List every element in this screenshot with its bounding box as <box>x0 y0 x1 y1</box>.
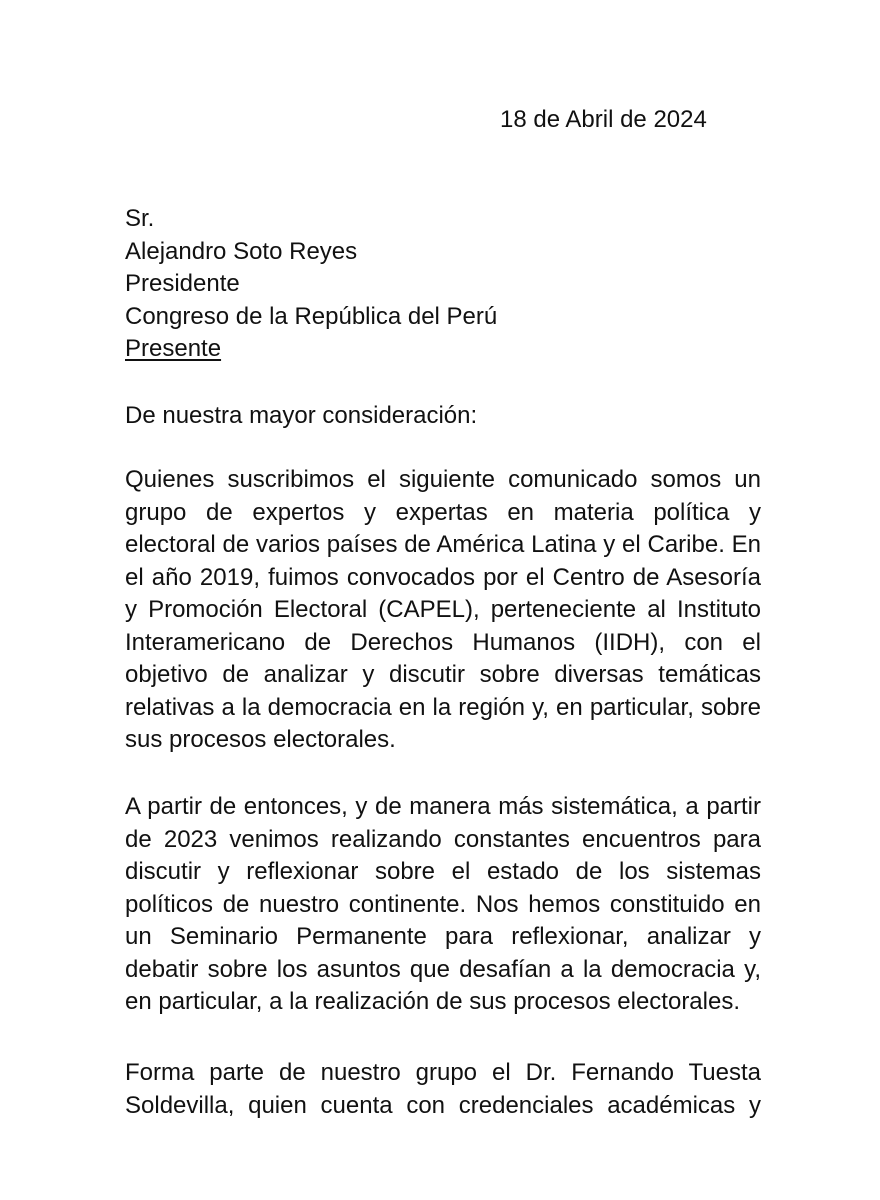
paragraph-line: Quienes suscribimos el siguiente comunicado somos un <box>125 466 761 493</box>
letter-date: 18 de Abril de 2024 <box>500 106 707 133</box>
paragraph-2 <box>125 791 761 1019</box>
addressee-salutation: Sr. <box>125 205 155 232</box>
paragraph-line: sus procesos electorales. <box>125 726 396 753</box>
addressee-presente: Presente <box>125 335 222 362</box>
paragraph-line: discutir y reflexionar sobre el estado de los sistemas <box>125 858 761 885</box>
paragraph-line: grupo de expertos y expertas en materia política y <box>125 498 761 526</box>
addressee-name: Alejandro Soto Reyes <box>125 237 358 265</box>
paragraph-3 <box>125 1057 761 1122</box>
addressee-institution: Congreso de la República del Perú <box>125 302 498 330</box>
paragraph-line: el año 2019, fuimos convocados por el Centro de Asesoría <box>125 563 761 591</box>
paragraph-line: Soldevilla, quien cuenta con credenciales académicas y <box>125 1091 761 1119</box>
paragraph-line: electoral de varios países de América Latina y el Caribe. En <box>125 531 761 558</box>
paragraph-line: Forma parte de nuestro grupo el Dr. Fernando Tuesta <box>125 1059 761 1086</box>
letter-greeting: De nuestra mayor consideración: <box>125 402 478 429</box>
addressee-block <box>125 203 497 366</box>
paragraph-line: y Promoción Electoral (CAPEL), perteneciente al Instituto <box>125 596 761 623</box>
paragraph-line: un Seminario Permanente para reflexionar, analizar y <box>125 923 761 950</box>
paragraph-line: en particular, a la realización de sus procesos electorales. <box>125 988 740 1015</box>
paragraph-line: A partir de entonces, y de manera más sistemática, a partir <box>125 793 761 820</box>
paragraph-line: relativas a la democracia en la región y, en particular, sobre <box>125 693 761 721</box>
paragraph-line: de 2023 venimos realizando constantes encuentros para <box>125 825 761 853</box>
addressee-title: Presidente <box>125 270 240 297</box>
paragraph-line: políticos de nuestro continente. Nos hemos constituido en <box>125 890 761 918</box>
paragraph-line: debatir sobre los asuntos que desafían a la democracia y, <box>125 955 761 983</box>
paragraph-line: Interamericano de Derechos Humanos (IIDH), con el <box>125 628 761 656</box>
paragraph-1 <box>125 464 761 757</box>
paragraph-line: objetivo de analizar y discutir sobre diversas temáticas <box>125 661 761 688</box>
